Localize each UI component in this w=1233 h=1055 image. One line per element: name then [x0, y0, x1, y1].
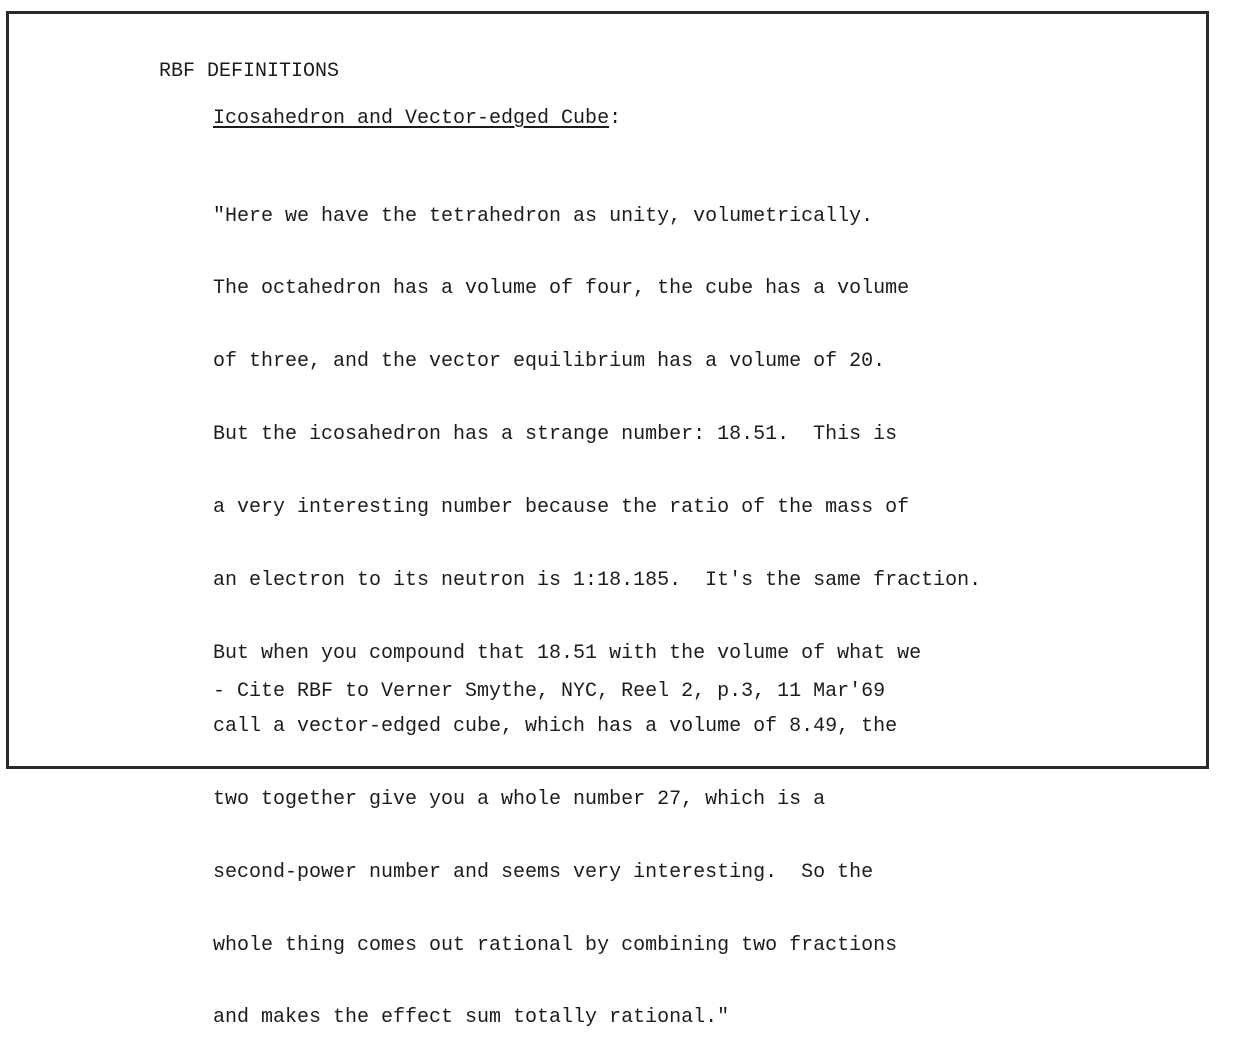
quote-line: two together give you a whole number 27, which is a — [213, 787, 826, 811]
quote-line: second-power number and seems very interesting. So the — [213, 860, 874, 884]
quote-line: But the icosahedron has a strange number: 18.51. This is — [213, 423, 898, 447]
quote-line: But when you compound that 18.51 with the volume of what we — [213, 641, 922, 665]
quote-line: whole thing comes out rational by combining two fractions — [213, 933, 898, 957]
quote-line: call a vector-edged cube, which has a volume of 8.49, the — [213, 714, 898, 738]
quote-line: an electron to its neutron is 1:18.185. It's the same fraction. — [213, 569, 982, 593]
entry-title — [213, 107, 621, 130]
entry-title-suffix: : — [609, 107, 622, 130]
page-heading: RBF DEFINITIONS — [159, 60, 340, 83]
quote-line: The octahedron has a volume of four, the cube has a volume — [213, 277, 910, 301]
quote-block — [213, 156, 981, 1055]
entry-title-text: Icosahedron and Vector-edged Cube — [213, 107, 610, 130]
quote-line: "Here we have the tetrahedron as unity, volumetrically. — [213, 204, 874, 228]
quote-line: of three, and the vector equilibrium has a volume of 20. — [213, 350, 886, 374]
quote-line: a very interesting number because the ratio of the mass of — [213, 496, 910, 520]
citation: - Cite RBF to Verner Smythe, NYC, Reel 2, p.3, 11 Mar'69 — [213, 680, 886, 703]
quote-line: and makes the effect sum totally rational." — [213, 1006, 730, 1030]
